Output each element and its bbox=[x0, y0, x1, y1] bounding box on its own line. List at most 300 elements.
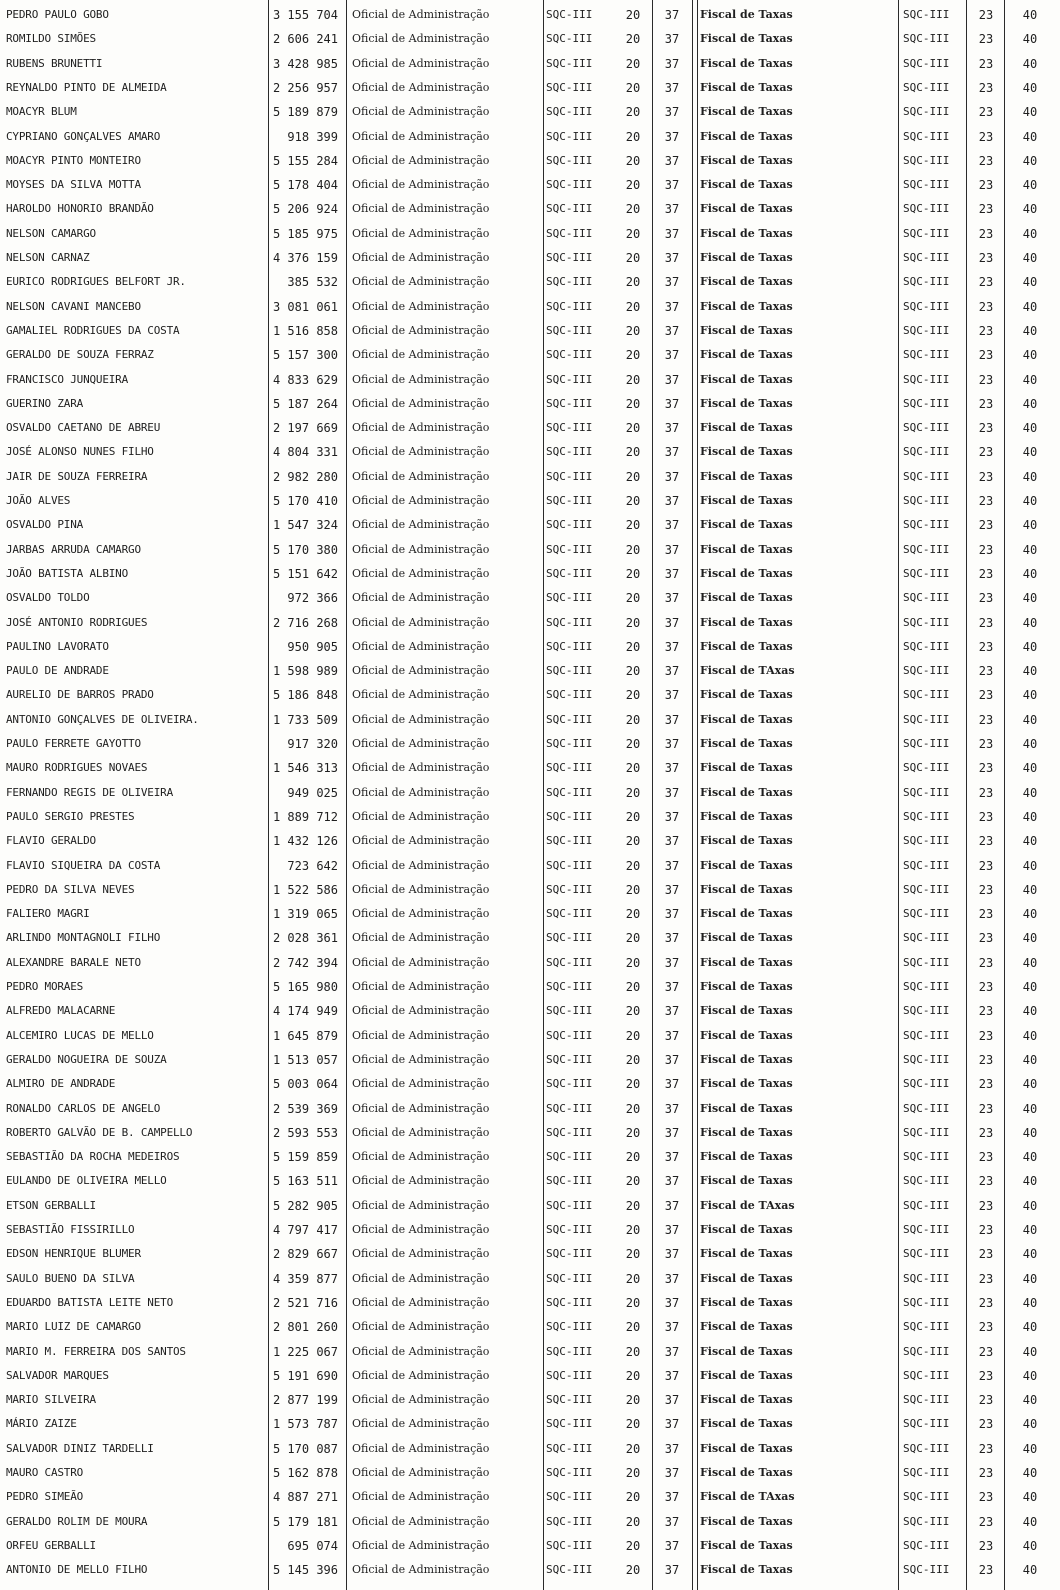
employee-name: MAURO CASTRO bbox=[6, 1466, 84, 1479]
registration-number: 5 178 404 bbox=[272, 178, 338, 193]
current-reference: SQC-III bbox=[546, 1368, 593, 1382]
new-grade: 23 bbox=[978, 323, 994, 338]
new-grade: 23 bbox=[978, 1150, 994, 1165]
employee-name: RONALDO CARLOS DE ANGELO bbox=[6, 1101, 161, 1115]
employee-name: MAURO RODRIGUES NOVAES bbox=[6, 761, 148, 775]
registration-number: 2 256 957 bbox=[272, 80, 338, 95]
table-row bbox=[0, 416, 1060, 440]
current-position: Oficial de Administração bbox=[352, 445, 490, 459]
current-step: 37 bbox=[664, 32, 680, 47]
current-position: Oficial de Administração bbox=[352, 1514, 490, 1528]
current-position: Oficial de Administração bbox=[352, 1077, 490, 1091]
employee-name: MOACYR BLUM bbox=[6, 105, 77, 119]
current-reference: SQC-III bbox=[546, 834, 593, 848]
table-row bbox=[0, 343, 1060, 367]
employee-name: SAULO BUENO DA SILVA bbox=[6, 1271, 135, 1285]
table-row bbox=[0, 805, 1060, 829]
table-row bbox=[0, 611, 1060, 635]
current-step: 37 bbox=[664, 153, 680, 168]
new-grade: 23 bbox=[978, 56, 994, 71]
new-position: Fiscal de Taxas bbox=[700, 1028, 793, 1042]
registration-number: 5 206 924 bbox=[272, 202, 338, 217]
new-reference: SQC-III bbox=[903, 1004, 950, 1018]
current-position: Oficial de Administração bbox=[352, 712, 490, 726]
new-position: Fiscal de Taxas bbox=[700, 858, 793, 872]
current-step: 37 bbox=[664, 105, 680, 120]
current-position: Oficial de Administração bbox=[352, 664, 490, 678]
new-grade: 23 bbox=[978, 105, 994, 120]
new-grade: 23 bbox=[978, 566, 994, 581]
new-grade: 23 bbox=[978, 1466, 994, 1480]
current-position: Oficial de Administração bbox=[352, 785, 490, 799]
new-position: Fiscal de Taxas bbox=[700, 809, 793, 823]
new-step: 40 bbox=[1022, 1174, 1038, 1189]
new-position: Fiscal de Taxas bbox=[700, 32, 793, 46]
current-reference: SQC-III bbox=[546, 518, 593, 532]
new-grade: 23 bbox=[978, 542, 994, 557]
new-grade: 23 bbox=[978, 275, 994, 290]
employee-name: PAULO DE ANDRADE bbox=[6, 664, 109, 678]
new-step: 40 bbox=[1022, 882, 1038, 897]
current-reference: SQC-III bbox=[546, 785, 593, 799]
new-position: Fiscal de Taxas bbox=[700, 469, 793, 483]
current-reference: SQC-III bbox=[546, 1538, 593, 1552]
registration-number: 4 359 877 bbox=[272, 1271, 338, 1286]
new-position: Fiscal de Taxas bbox=[700, 1125, 793, 1139]
new-grade: 23 bbox=[978, 1028, 994, 1043]
current-reference: SQC-III bbox=[546, 809, 593, 823]
new-step: 40 bbox=[1022, 737, 1038, 751]
current-reference: SQC-III bbox=[546, 372, 593, 386]
registration-number: 4 804 331 bbox=[272, 445, 338, 460]
current-grade: 20 bbox=[625, 1320, 641, 1335]
employee-name: ALMIRO DE ANDRADE bbox=[6, 1077, 116, 1091]
current-position: Oficial de Administração bbox=[352, 1393, 490, 1407]
table-row bbox=[0, 1121, 1060, 1145]
new-position: Fiscal de Taxas bbox=[700, 396, 793, 410]
table-row bbox=[0, 999, 1060, 1023]
table-row bbox=[0, 635, 1060, 659]
current-step: 37 bbox=[664, 1004, 680, 1019]
current-grade: 20 bbox=[625, 105, 641, 120]
registration-number: 4 797 417 bbox=[272, 1223, 338, 1237]
new-position: Fiscal de Taxas bbox=[700, 834, 793, 848]
new-grade: 23 bbox=[978, 785, 994, 800]
current-reference: SQC-III bbox=[546, 615, 593, 629]
new-grade: 23 bbox=[978, 153, 994, 168]
current-step: 37 bbox=[664, 858, 680, 873]
current-reference: SQC-III bbox=[546, 542, 593, 556]
current-reference: SQC-III bbox=[546, 1247, 593, 1261]
table-row bbox=[0, 562, 1060, 586]
new-step: 40 bbox=[1022, 591, 1038, 606]
current-step: 37 bbox=[664, 1393, 680, 1408]
employee-name: JOÃO ALVES bbox=[6, 494, 71, 507]
new-step: 40 bbox=[1022, 1247, 1038, 1262]
table-row bbox=[0, 975, 1060, 999]
new-reference: SQC-III bbox=[903, 178, 950, 192]
new-step: 40 bbox=[1022, 1563, 1038, 1578]
registration-number: 4 376 159 bbox=[272, 251, 338, 265]
current-reference: SQC-III bbox=[546, 1320, 593, 1334]
new-reference: SQC-III bbox=[903, 1490, 950, 1504]
current-step: 37 bbox=[664, 396, 680, 411]
new-reference: SQC-III bbox=[903, 809, 950, 823]
new-grade: 23 bbox=[978, 445, 994, 460]
current-step: 37 bbox=[664, 1052, 680, 1067]
new-reference: SQC-III bbox=[903, 469, 950, 483]
registration-number: 2 801 260 bbox=[272, 1320, 338, 1335]
current-position: Oficial de Administração bbox=[352, 591, 490, 605]
table-row bbox=[0, 3, 1060, 27]
new-reference: SQC-III bbox=[903, 737, 950, 750]
new-position: Fiscal de Taxas bbox=[700, 882, 793, 896]
new-position: Fiscal de Taxas bbox=[700, 1344, 793, 1358]
current-reference: SQC-III bbox=[546, 348, 593, 362]
new-step: 40 bbox=[1022, 1344, 1038, 1359]
new-step: 40 bbox=[1022, 1417, 1038, 1432]
employee-name: CYPRIANO GONÇALVES AMARO bbox=[6, 129, 161, 143]
current-step: 37 bbox=[664, 1563, 680, 1578]
new-position: Fiscal de Taxas bbox=[700, 1320, 793, 1334]
current-reference: SQC-III bbox=[546, 1514, 593, 1528]
new-grade: 23 bbox=[978, 1368, 994, 1383]
new-position: Fiscal de Taxas bbox=[700, 761, 793, 775]
new-step: 40 bbox=[1022, 542, 1038, 557]
new-reference: SQC-III bbox=[903, 882, 950, 896]
registration-number: 5 187 264 bbox=[272, 396, 338, 411]
new-step: 40 bbox=[1022, 688, 1038, 703]
current-position: Oficial de Administração bbox=[352, 1125, 490, 1139]
current-reference: SQC-III bbox=[546, 8, 593, 21]
new-grade: 23 bbox=[978, 1563, 994, 1578]
new-position: Fiscal de Taxas bbox=[700, 202, 793, 216]
current-reference: SQC-III bbox=[546, 712, 593, 726]
new-grade: 23 bbox=[978, 591, 994, 606]
new-grade: 23 bbox=[978, 129, 994, 144]
new-grade: 23 bbox=[978, 809, 994, 824]
current-position: Oficial de Administração bbox=[352, 1320, 490, 1334]
current-grade: 20 bbox=[625, 1563, 641, 1578]
current-step: 37 bbox=[664, 1417, 680, 1432]
current-reference: SQC-III bbox=[546, 1174, 593, 1188]
new-grade: 23 bbox=[978, 1125, 994, 1140]
employee-name: ROMILDO SIMÕES bbox=[6, 32, 96, 46]
new-grade: 23 bbox=[978, 858, 994, 873]
current-grade: 20 bbox=[625, 421, 641, 436]
current-reference: SQC-III bbox=[546, 494, 593, 507]
registration-number: 5 179 181 bbox=[272, 1514, 338, 1529]
new-grade: 23 bbox=[978, 1295, 994, 1310]
table-row bbox=[0, 1145, 1060, 1169]
employee-name: JARBAS ARRUDA CAMARGO bbox=[6, 542, 141, 556]
new-grade: 23 bbox=[978, 202, 994, 217]
new-step: 40 bbox=[1022, 105, 1038, 120]
current-grade: 20 bbox=[625, 688, 641, 703]
employee-name: FLAVIO GERALDO bbox=[6, 834, 96, 848]
registration-number: 5 170 380 bbox=[272, 542, 338, 557]
current-position: Oficial de Administração bbox=[352, 1174, 490, 1188]
current-step: 37 bbox=[664, 8, 680, 22]
new-step: 40 bbox=[1022, 421, 1038, 436]
current-position: Oficial de Administração bbox=[352, 251, 490, 264]
new-position: Fiscal de Taxas bbox=[700, 226, 793, 240]
current-grade: 20 bbox=[625, 1417, 641, 1432]
new-step: 40 bbox=[1022, 1466, 1038, 1480]
employee-name: MARIO M. FERREIRA DOS SANTOS bbox=[6, 1344, 186, 1358]
new-grade: 23 bbox=[978, 1538, 994, 1553]
current-position: Oficial de Administração bbox=[352, 1247, 490, 1261]
new-position: Fiscal de Taxas bbox=[700, 56, 793, 70]
new-reference: SQC-III bbox=[903, 834, 950, 848]
new-reference: SQC-III bbox=[903, 1271, 950, 1285]
new-reference: SQC-III bbox=[903, 664, 950, 678]
new-step: 40 bbox=[1022, 761, 1038, 776]
registration-number: 695 074 bbox=[287, 1538, 338, 1553]
current-reference: SQC-III bbox=[546, 299, 593, 313]
current-step: 37 bbox=[664, 761, 680, 776]
new-reference: SQC-III bbox=[903, 275, 950, 289]
table-row bbox=[0, 902, 1060, 926]
new-grade: 23 bbox=[978, 251, 994, 265]
employee-name: ALEXANDRE BARALE NETO bbox=[6, 955, 141, 969]
current-grade: 20 bbox=[625, 1125, 641, 1140]
table-row bbox=[0, 1072, 1060, 1096]
table-row bbox=[0, 513, 1060, 537]
current-reference: SQC-III bbox=[546, 761, 593, 775]
current-grade: 20 bbox=[625, 202, 641, 217]
employee-name: ALFREDO MALACARNE bbox=[6, 1004, 116, 1018]
current-position: Oficial de Administração bbox=[352, 1295, 490, 1309]
employee-name: PEDRO PAULO GOBO bbox=[6, 8, 109, 21]
new-position: Fiscal de Taxas bbox=[700, 688, 793, 702]
employee-name: NELSON CARNAZ bbox=[6, 251, 90, 264]
new-reference: SQC-III bbox=[903, 1223, 950, 1236]
new-position: Fiscal de Taxas bbox=[700, 955, 793, 969]
employee-name: ARLINDO MONTAGNOLI FILHO bbox=[6, 931, 161, 945]
new-grade: 23 bbox=[978, 1344, 994, 1359]
new-step: 40 bbox=[1022, 1490, 1038, 1505]
new-reference: SQC-III bbox=[903, 518, 950, 532]
current-reference: SQC-III bbox=[546, 1077, 593, 1091]
table-row bbox=[0, 732, 1060, 756]
current-position: Oficial de Administração bbox=[352, 299, 490, 313]
new-step: 40 bbox=[1022, 907, 1038, 922]
current-position: Oficial de Administração bbox=[352, 615, 490, 629]
current-step: 37 bbox=[664, 907, 680, 922]
employee-name: OSVALDO TOLDO bbox=[6, 591, 90, 605]
table-row bbox=[0, 1437, 1060, 1461]
current-step: 37 bbox=[664, 712, 680, 727]
current-reference: SQC-III bbox=[546, 1466, 593, 1479]
current-step: 37 bbox=[664, 1028, 680, 1043]
current-grade: 20 bbox=[625, 396, 641, 411]
current-step: 37 bbox=[664, 1514, 680, 1529]
registration-number: 1 546 313 bbox=[272, 761, 338, 776]
current-position: Oficial de Administração bbox=[352, 834, 490, 848]
new-reference: SQC-III bbox=[903, 56, 950, 70]
new-step: 40 bbox=[1022, 56, 1038, 71]
table-row bbox=[0, 951, 1060, 975]
employee-name: ETSON GERBALLI bbox=[6, 1198, 96, 1212]
table-row bbox=[0, 1461, 1060, 1485]
new-step: 40 bbox=[1022, 1101, 1038, 1116]
current-step: 37 bbox=[664, 1295, 680, 1310]
employee-name: JOÃO BATISTA ALBINO bbox=[6, 566, 129, 580]
new-reference: SQC-III bbox=[903, 80, 950, 94]
employee-name: ROBERTO GALVÃO DE B. CAMPELLO bbox=[6, 1125, 193, 1139]
table-row bbox=[0, 1388, 1060, 1412]
current-grade: 20 bbox=[625, 1295, 641, 1310]
current-reference: SQC-III bbox=[546, 1393, 593, 1407]
new-position: Fiscal de Taxas bbox=[700, 1393, 793, 1407]
new-reference: SQC-III bbox=[903, 980, 950, 993]
current-reference: SQC-III bbox=[546, 882, 593, 896]
new-reference: SQC-III bbox=[903, 105, 950, 119]
current-position: Oficial de Administração bbox=[352, 737, 490, 750]
current-reference: SQC-III bbox=[546, 445, 593, 459]
current-grade: 20 bbox=[625, 469, 641, 484]
employee-name: FERNANDO REGIS DE OLIVEIRA bbox=[6, 785, 173, 799]
current-position: Oficial de Administração bbox=[352, 1223, 490, 1236]
employee-name: JOSÉ ANTONIO RODRIGUES bbox=[6, 615, 148, 629]
table-row bbox=[0, 1242, 1060, 1266]
current-step: 37 bbox=[664, 882, 680, 897]
current-step: 37 bbox=[664, 129, 680, 144]
new-grade: 23 bbox=[978, 1198, 994, 1213]
registration-number: 4 833 629 bbox=[272, 372, 338, 387]
employee-name: JAIR DE SOUZA FERREIRA bbox=[6, 469, 148, 483]
registration-number: 1 225 067 bbox=[272, 1344, 338, 1359]
current-reference: SQC-III bbox=[546, 1125, 593, 1139]
new-position: Fiscal de Taxas bbox=[700, 1077, 793, 1091]
table-row bbox=[0, 27, 1060, 51]
current-reference: SQC-III bbox=[546, 907, 593, 921]
current-step: 37 bbox=[664, 1441, 680, 1456]
new-reference: SQC-III bbox=[903, 1514, 950, 1528]
current-step: 37 bbox=[664, 372, 680, 387]
new-position: Fiscal de Taxas bbox=[700, 494, 793, 507]
table-row bbox=[0, 295, 1060, 319]
registration-number: 2 028 361 bbox=[272, 931, 338, 946]
current-grade: 20 bbox=[625, 1174, 641, 1189]
table-row bbox=[0, 854, 1060, 878]
new-position: Fiscal de Taxas bbox=[700, 299, 793, 313]
current-reference: SQC-III bbox=[546, 1490, 593, 1504]
new-step: 40 bbox=[1022, 566, 1038, 581]
current-step: 37 bbox=[664, 275, 680, 290]
current-step: 37 bbox=[664, 566, 680, 581]
current-step: 37 bbox=[664, 226, 680, 241]
current-grade: 20 bbox=[625, 1223, 641, 1237]
current-grade: 20 bbox=[625, 1101, 641, 1116]
registration-number: 5 191 690 bbox=[272, 1368, 338, 1383]
employee-name: NELSON CAVANI MANCEBO bbox=[6, 299, 141, 313]
new-position: Fiscal de Taxas bbox=[700, 907, 793, 921]
current-step: 37 bbox=[664, 178, 680, 193]
new-reference: SQC-III bbox=[903, 348, 950, 362]
new-step: 40 bbox=[1022, 785, 1038, 800]
current-reference: SQC-III bbox=[546, 955, 593, 969]
new-position: Fiscal de TAxas bbox=[700, 1198, 795, 1212]
registration-number: 949 025 bbox=[287, 785, 338, 800]
new-grade: 23 bbox=[978, 615, 994, 630]
new-position: Fiscal de Taxas bbox=[700, 566, 793, 580]
new-reference: SQC-III bbox=[903, 226, 950, 240]
registration-number: 5 185 975 bbox=[272, 226, 338, 241]
new-grade: 23 bbox=[978, 80, 994, 95]
current-step: 37 bbox=[664, 834, 680, 849]
current-grade: 20 bbox=[625, 712, 641, 727]
current-grade: 20 bbox=[625, 32, 641, 47]
current-step: 37 bbox=[664, 1344, 680, 1359]
table-row bbox=[0, 1169, 1060, 1193]
current-position: Oficial de Administração bbox=[352, 1368, 490, 1382]
current-position: Oficial de Administração bbox=[352, 907, 490, 921]
new-position: Fiscal de Taxas bbox=[700, 348, 793, 362]
current-position: Oficial de Administração bbox=[352, 1538, 490, 1552]
new-reference: SQC-III bbox=[903, 1052, 950, 1066]
new-grade: 23 bbox=[978, 494, 994, 508]
current-position: Oficial de Administração bbox=[352, 518, 490, 532]
table-row bbox=[0, 1364, 1060, 1388]
new-step: 40 bbox=[1022, 1441, 1038, 1456]
current-grade: 20 bbox=[625, 275, 641, 290]
new-reference: SQC-III bbox=[903, 1368, 950, 1382]
current-position: Oficial de Administração bbox=[352, 1052, 490, 1066]
employee-name: GUERINO ZARA bbox=[6, 396, 84, 410]
registration-number: 5 165 980 bbox=[272, 980, 338, 994]
current-position: Oficial de Administração bbox=[352, 8, 490, 21]
current-step: 37 bbox=[664, 251, 680, 265]
registration-number: 5 282 905 bbox=[272, 1198, 338, 1213]
registration-number: 1 513 057 bbox=[272, 1052, 338, 1067]
employee-name: GERALDO DE SOUZA FERRAZ bbox=[6, 348, 154, 362]
registration-number: 5 145 396 bbox=[272, 1563, 338, 1578]
new-reference: SQC-III bbox=[903, 591, 950, 605]
new-reference: SQC-III bbox=[903, 907, 950, 921]
current-position: Oficial de Administração bbox=[352, 1417, 490, 1431]
current-grade: 20 bbox=[625, 785, 641, 800]
new-grade: 23 bbox=[978, 907, 994, 922]
current-step: 37 bbox=[664, 1125, 680, 1140]
current-grade: 20 bbox=[625, 1393, 641, 1408]
employee-name: SALVADOR MARQUES bbox=[6, 1368, 109, 1382]
employee-name: JOSÉ ALONSO NUNES FILHO bbox=[6, 445, 154, 459]
current-reference: SQC-III bbox=[546, 1563, 593, 1577]
new-position: Fiscal de Taxas bbox=[700, 712, 793, 726]
current-reference: SQC-III bbox=[546, 202, 593, 216]
new-step: 40 bbox=[1022, 1223, 1038, 1237]
current-grade: 20 bbox=[625, 907, 641, 922]
new-grade: 23 bbox=[978, 834, 994, 849]
new-step: 40 bbox=[1022, 202, 1038, 217]
new-position: Fiscal de Taxas bbox=[700, 80, 793, 94]
current-grade: 20 bbox=[625, 1150, 641, 1165]
current-step: 37 bbox=[664, 1077, 680, 1092]
current-step: 37 bbox=[664, 980, 680, 994]
registration-number: 2 539 369 bbox=[272, 1101, 338, 1116]
employee-name: SALVADOR DINIZ TARDELLI bbox=[6, 1441, 154, 1455]
new-step: 40 bbox=[1022, 664, 1038, 679]
employee-name: FRANCISCO JUNQUEIRA bbox=[6, 372, 129, 386]
employee-name: ANTONIO GONÇALVES DE OLIVEIRA. bbox=[6, 712, 199, 726]
current-position: Oficial de Administração bbox=[352, 56, 490, 70]
new-position: Fiscal de Taxas bbox=[700, 1538, 793, 1552]
employee-name: MÁRIO ZAIZE bbox=[6, 1417, 77, 1431]
new-position: Fiscal de Taxas bbox=[700, 1101, 793, 1115]
new-position: Fiscal de Taxas bbox=[700, 1174, 793, 1188]
